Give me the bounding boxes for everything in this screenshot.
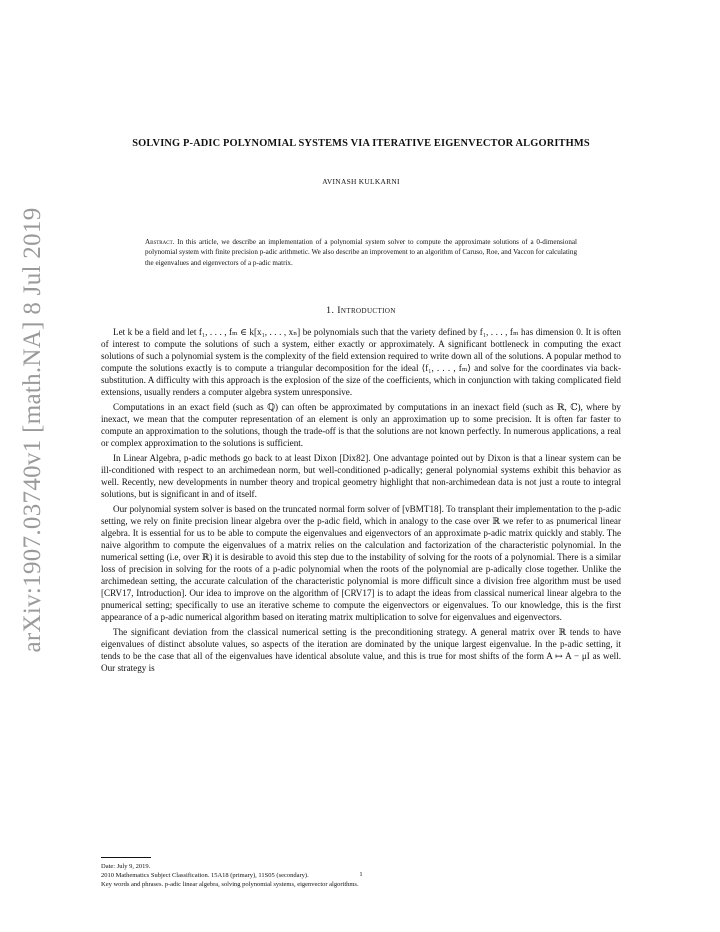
paragraph: Let k be a field and let f₁, . . . , fₘ ∈ k[x₁, . . . , xₙ] be polynomials such that the variety defined by f₁, . . . , fₘ has dimension 0. It is often of interest to compute the solutions of such a system, either exactly or approximately. A significant bottleneck in computing the exact solutions of such a polynomial system is the complexity of the field extension required to write down all of the solutions. A popular method to compute the solutions exactly is to compute a triangular decomposition for the ideal ⟨f₁, . . . , fₘ⟩ and solve for the coordinates via back-substitution. A difficulty with this approach is the explosion of the size of the coefficients, which in conjunction with taking complicated field extensions, usually renders a computer algebra system unresponsive. — [101, 327, 621, 397]
abstract — [145, 237, 577, 268]
section-heading — [101, 305, 621, 316]
paragraph: In Linear Algebra, p-adic methods go back to at least Dixon [Dix82]. One advantage pointed out by Dixon is that a linear system can be ill-conditioned with respect to an archimedean norm, but well-conditioned p-adically; general polynomial systems exhibit this behavior as well. Recently, new developments in number theory and tropical geometry highlight that non-archimedean data is not just a route to integral solutions, but is significant in and of itself. — [101, 453, 621, 499]
arxiv-stamp: arXiv:1907.03740v1 [math.NA] 8 Jul 2019 — [19, 207, 46, 653]
abstract-text: In this article, we describe an implementation of a polynomial system solver to compute the approximate solutions of a 0-dimensional polynomial system with finite precision p-adic arithmetic. We also describe an improvement to an algorithm of Caruso, Roe, and Vaccon for calculating the eigenvalues and eigenvectors of a p-adic matrix. — [145, 238, 577, 267]
page-number: 1 — [359, 871, 363, 878]
footnote-rule — [101, 857, 151, 858]
section-title: Introduction — [337, 305, 396, 316]
footnote-keywords: Key words and phrases. p-adic linear algebra, solving polynomial systems, eigenvector algorithms. — [101, 881, 359, 889]
paper-author: AVINASH KULKARNI — [322, 177, 400, 186]
abstract-label: Abstract. — [145, 238, 175, 246]
paragraph: The significant deviation from the classical numerical setting is the preconditioning strategy. A general matrix over ℝ tends to have eigenvalues of distinct absolute values, so aspects of the iteration are dominated by the unique largest eigenvalue. In the p-adic setting, it tends to be the case that all of the eigenvalues have identical absolute value, and this is true for most shifts of the form A ↦ A − μI as well. Our strategy is — [101, 627, 621, 673]
paragraph: Our polynomial system solver is based on the truncated normal form solver of [vBMT18]. To transplant their implementation to the p-adic setting, we rely on finite precision linear algebra over the p-adic field, which in analogy to the case over ℝ we refer to as pnumerical linear algebra. It is essential for us to be able to compute the eigenvalues and eigenvectors of an approximate p-adic matrix quickly and stably. The naive algorithm to compute the eigenvalues of a matrix relies on the calculation and factorization of the characteristic polynomial. In the numerical setting (i.e, over ℝ) it is desirable to avoid this step due to the instability of solving for the roots of a polynomial. There is a similar loss of precision in solving for the roots of a p-adic polynomial when the roots of the polynomial are p-adically close together. Unlike the archimedean setting, the accurate calculation of the characteristic polynomial is more difficult since a division free algorithm must be used [CRV17, Introduction]. Our idea to improve on the algorithm of [CRV17] is to adapt the ideas from classical numerical linear algebra to the pnumerical setting; specifically to use an iterative scheme to compute the eigenvectors or eigenvalues. To our knowledge, this is the first appearance of a p-adic numerical algorithm based on iterating matrix multiplication to solve for eigenvalues and eigenvectors. — [101, 504, 621, 622]
footnote-msc: 2010 Mathematics Subject Classification. 15A18 (primary), 11S05 (secondary). — [101, 872, 309, 880]
paper-title: SOLVING P-ADIC POLYNOMIAL SYSTEMS VIA ITERATIVE EIGENVECTOR ALGORITHMS — [132, 138, 590, 149]
paragraph: Computations in an exact field (such as ℚ) can often be approximated by computations in an inexact field (such as ℝ, ℂ), where by inexact, we mean that the computer representation of an element is only an approximation up to some precision. It is often far faster to compute an approximation to the solutions, though the trade-off is that the solutions are not known perfectly. In numerous applications, a real or complex approximation to the solutions is sufficient. — [101, 402, 621, 448]
footnote-date: Date: July 9, 2019. — [101, 863, 151, 870]
section-number: 1. — [326, 305, 335, 316]
body-text — [101, 327, 621, 678]
